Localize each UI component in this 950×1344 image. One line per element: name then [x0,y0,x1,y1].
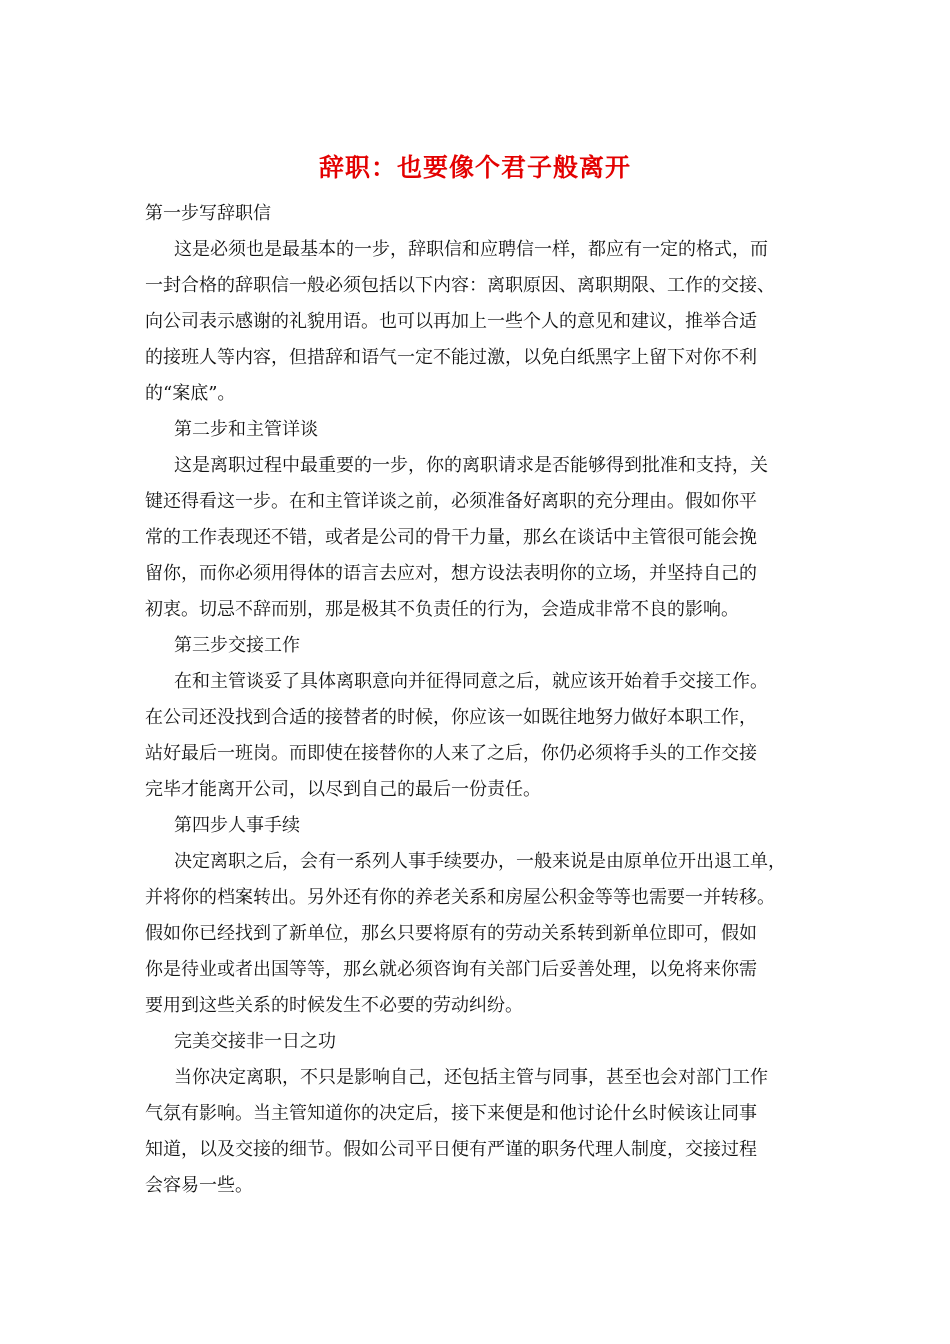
text-line: 会容易一些。 [145,1175,253,1196]
text-line: 常的工作表现还不错，或者是公司的骨干力量，那幺在谈话中主管很可能会挽 [145,527,757,548]
text-line: 要用到这些关系的时候发生不必要的劳动纠纷。 [145,995,523,1016]
text-line: 第一步写辞职信 [145,203,271,224]
text-line: 初衷。切忌不辞而别，那是极其不负责任的行为，会造成非常不良的影响。 [145,599,739,620]
text-line: 完毕才能离开公司，以尽到自己的最后一份责任。 [145,779,541,800]
text-line: 向公司表示感谢的礼貌用语。也可以再加上一些个人的意见和建议，推举合适 [145,311,757,332]
text-line: 第二步和主管详谈 [174,419,318,440]
text-line: 在公司还没找到合适的接替者的时候，你应该一如既往地努力做好本职工作， [145,707,757,728]
text-line: 的接班人等内容，但措辞和语气一定不能过激，以免白纸黑字上留下对你不利 [145,347,757,368]
text-line: 第三步交接工作 [174,635,300,656]
text-line: 留你，而你必须用得体的语言去应对，想方设法表明你的立场，并坚持自己的 [145,563,757,584]
text-line: 假如你已经找到了新单位，那幺只要将原有的劳动关系转到新单位即可，假如 [145,923,757,944]
text-line: 这是离职过程中最重要的一步，你的离职请求是否能够得到批准和支持，关 [174,455,768,476]
document-body [145,196,813,1204]
text-line: 完美交接非一日之功 [174,1031,336,1052]
text-line: 决定离职之后，会有一系列人事手续要办，一般来说是由原单位开出退工单， [174,851,786,872]
text-line: 知道，以及交接的细节。假如公司平日便有严谨的职务代理人制度，交接过程 [145,1139,757,1160]
text-line: 键还得看这一步。在和主管详谈之前，必须准备好离职的充分理由。假如你平 [145,491,757,512]
text-line: 第四步人事手续 [174,815,300,836]
text-line: 在和主管谈妥了具体离职意向并征得同意之后，就应该开始着手交接工作。 [174,671,768,692]
text-line: 的“案底”。 [145,383,236,404]
document-title: 辞职：也要像个君子般离开 [318,153,631,182]
text-line: 并将你的档案转出。另外还有你的养老关系和房屋公积金等等也需要一并转移。 [145,887,775,908]
text-line: 这是必须也是最基本的一步，辞职信和应聘信一样，都应有一定的格式，而 [174,239,768,260]
text-line: 当你决定离职，不只是影响自己，还包括主管与同事，甚至也会对部门工作 [174,1067,768,1088]
text-line: 气氛有影响。当主管知道你的决定后，接下来便是和他讨论什幺时候该让同事 [145,1103,757,1124]
text-line: 站好最后一班岗。而即使在接替你的人来了之后，你仍必须将手头的工作交接 [145,743,757,764]
text-line: 你是待业或者出国等等，那幺就必须咨询有关部门后妥善处理，以免将来你需 [145,959,757,980]
text-line: 一封合格的辞职信一般必须包括以下内容：离职原因、离职期限、工作的交接、 [145,275,775,296]
